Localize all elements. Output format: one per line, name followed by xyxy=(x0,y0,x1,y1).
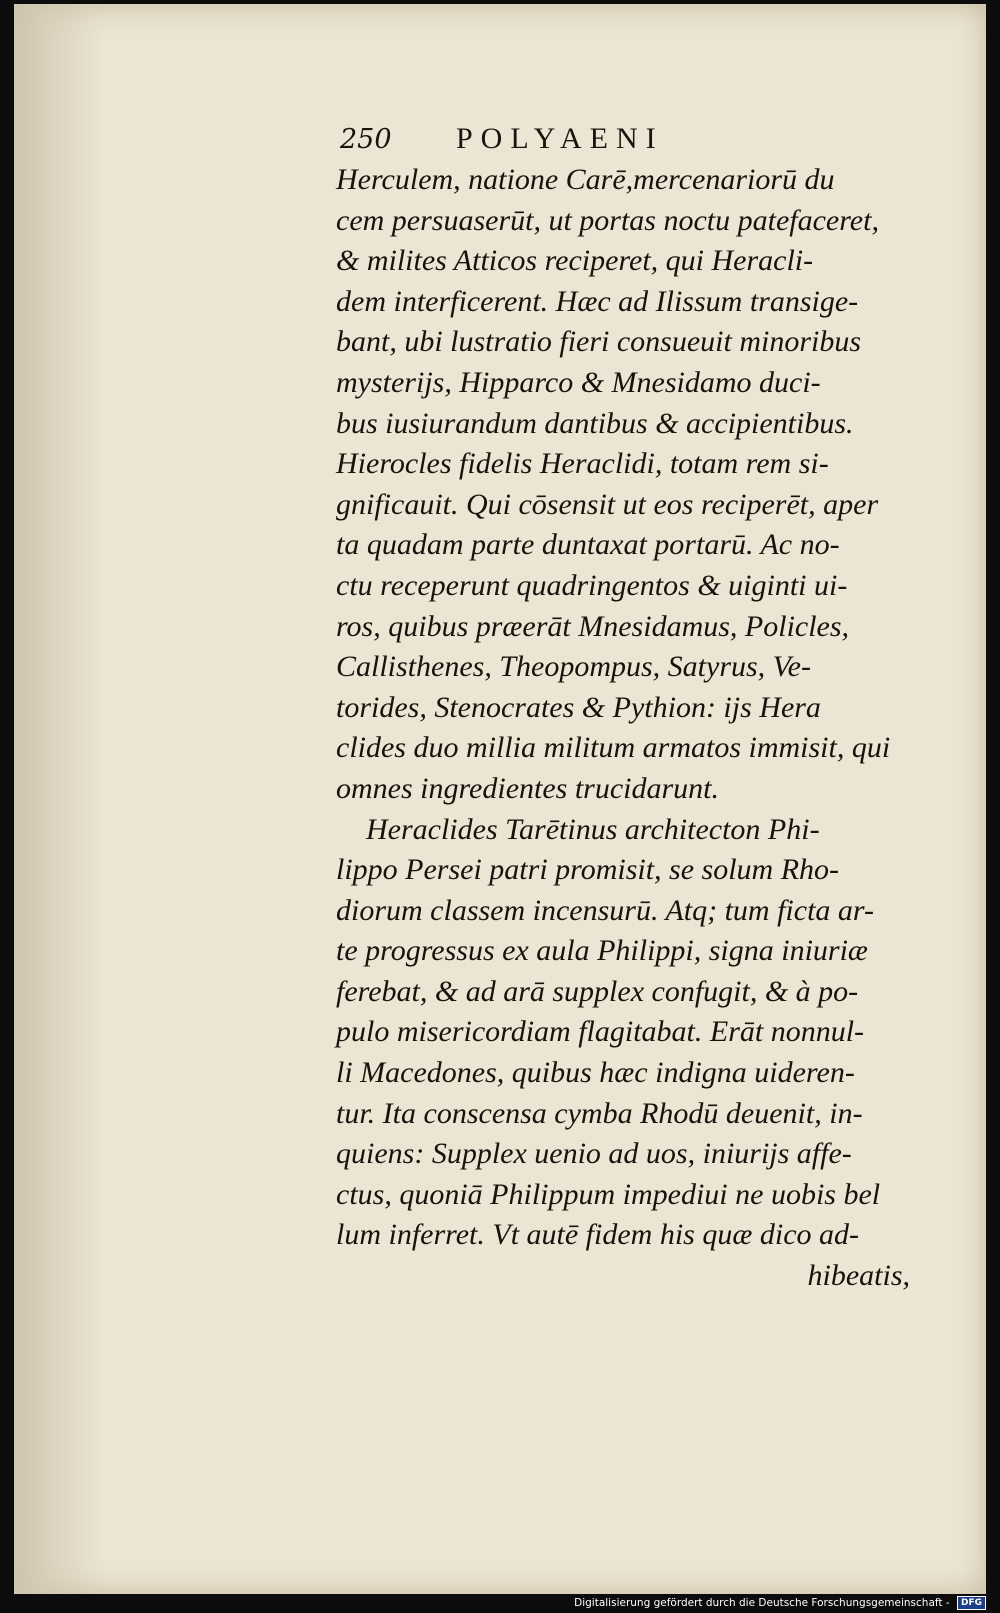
text-line: omnes ingredientes trucidarunt. xyxy=(336,771,720,805)
text-line: & milites Atticos reciperet, qui Heracli- xyxy=(336,244,814,278)
digitization-footer xyxy=(0,1593,986,1613)
text-line: ctus, quoniā Philippum impediui ne uobis bel xyxy=(336,1177,881,1211)
gutter-shadow xyxy=(14,4,104,1594)
text-line: quiens: Supplex uenio ad uos, iniurijs affe- xyxy=(336,1137,852,1171)
text-line: clides duo millia militum armatos immisit, qui xyxy=(336,731,891,765)
text-line: gnificauit. Qui cōsensit ut eos reciperēt, aper xyxy=(336,487,879,521)
text-line: cem persuaserūt, ut portas noctu patefaceret, xyxy=(336,203,879,237)
text-line: torides, Stenocrates & Pythion: ijs Hera xyxy=(336,690,821,724)
text-line: ctu receperunt quadringentos & uiginti ui- xyxy=(336,568,848,602)
text-line: ferebat, & ad arā supplex confugit, & à po- xyxy=(336,974,859,1008)
text-line: dem interficerent. Hæc ad Ilissum transige- xyxy=(336,284,859,318)
text-line: Hierocles fidelis Heraclidi, totam rem si- xyxy=(336,447,829,481)
text-line: lum inferret. Vt autē fidem his quæ dico ad- xyxy=(336,1218,859,1252)
page-number: 250 xyxy=(340,124,392,155)
running-head: POLYAENI xyxy=(456,122,664,155)
catchword: hibeatis, xyxy=(807,1259,910,1293)
text-line: ros, quibus præerāt Mnesidamus, Policles, xyxy=(336,609,850,643)
text-line: bant, ubi lustratio fieri consueuit minoribus xyxy=(336,325,862,359)
dfg-logo-icon: DFG xyxy=(957,1596,986,1610)
text-line: mysterijs, Hipparco & Mnesidamo duci- xyxy=(336,365,821,399)
paragraph-start-line: Heraclides Tarētinus architecton Phi- xyxy=(366,812,820,846)
text-line: ta quadam parte duntaxat portarū. Ac no- xyxy=(336,528,840,562)
text-line: te progressus ex aula Philippi, signa iniuriæ xyxy=(336,934,868,968)
text-line: tur. Ita conscensa cymba Rhodū deuenit, in- xyxy=(336,1096,863,1130)
body-text xyxy=(336,160,936,1297)
text-line: li Macedones, quibus hæc indigna uideren- xyxy=(336,1056,855,1090)
footer-text: Digitalisierung gefördert durch die Deutsche Forschungsgemeinschaft - xyxy=(574,1597,950,1609)
text-line: lippo Persei patri promisit, se solum Rho- xyxy=(336,853,840,887)
text-line: bus iusiurandum dantibus & accipientibus. xyxy=(336,406,854,440)
text-line: Callisthenes, Theopompus, Satyrus, Ve- xyxy=(336,650,811,684)
page-header xyxy=(340,122,960,162)
text-line: pulo misericordiam flagitabat. Erāt nonnul- xyxy=(336,1015,865,1049)
text-line: diorum classem incensurū. Atq; tum ficta ar- xyxy=(336,893,874,927)
text-line: Herculem, natione Carē,mercenariorū du xyxy=(336,163,835,196)
